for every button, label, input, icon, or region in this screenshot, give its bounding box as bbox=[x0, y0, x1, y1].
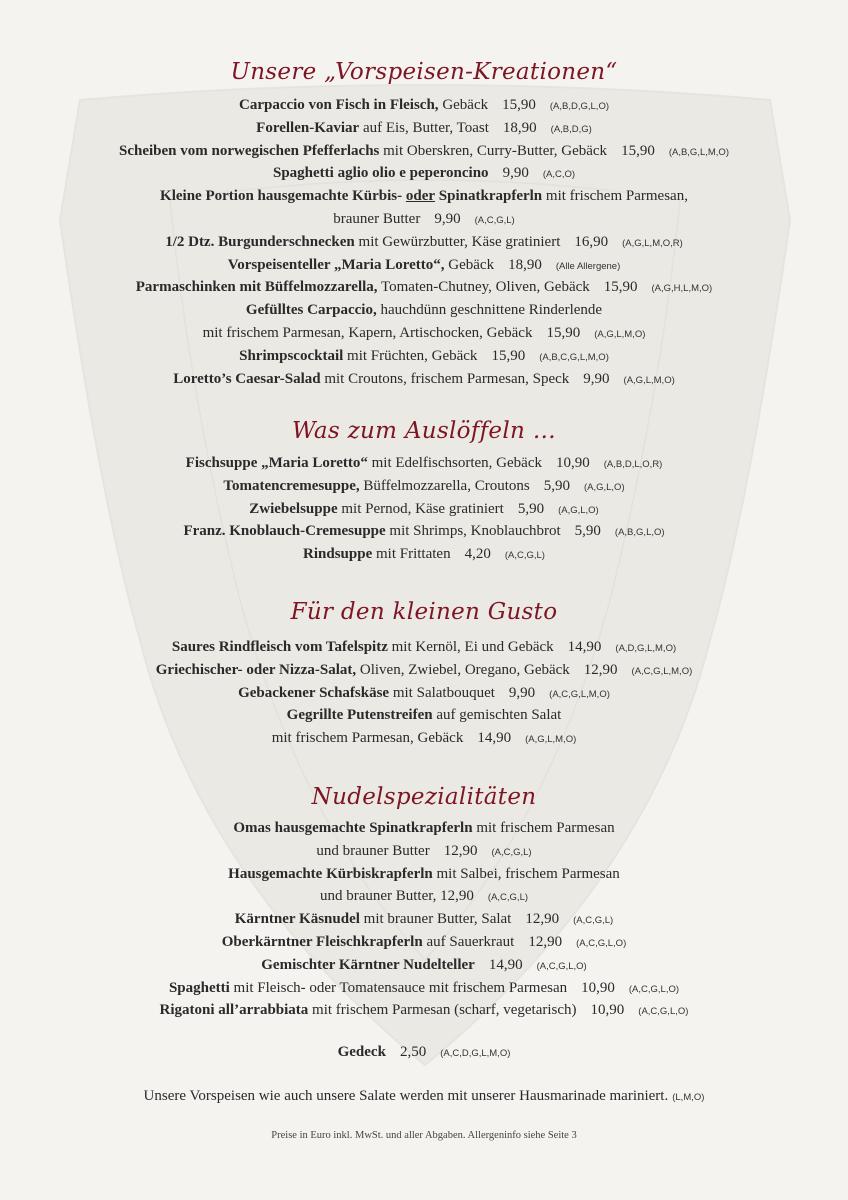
dish-price: 14,90 bbox=[567, 639, 602, 655]
cover-charge-label: Gedeck bbox=[337, 1044, 386, 1060]
dish-name: Carpaccio von Fisch in Fleisch, bbox=[238, 97, 439, 113]
allergen-codes: (A,C,G,L,M,O) bbox=[549, 688, 610, 700]
dish-name: Rindsuppe bbox=[303, 546, 373, 563]
menu-item-line bbox=[0, 186, 848, 206]
menu-item-line bbox=[0, 476, 848, 498]
section-title: Für den kleinen Gusto bbox=[290, 599, 558, 625]
dish-price: 15,90 bbox=[603, 279, 638, 296]
allergen-codes: (A,G,L,O) bbox=[558, 504, 599, 516]
allergen-codes: (A,C,G,L,O) bbox=[638, 1006, 689, 1018]
dish-name: Spaghetti aglio olio e peperoncino bbox=[272, 165, 489, 182]
marinade-note-allergens: (L,M,O) bbox=[672, 1092, 705, 1103]
dish-price: 12,90 bbox=[525, 911, 560, 928]
allergen-codes: (A,B,D,L,O,R) bbox=[603, 459, 663, 470]
dish-name: Kleine Portion hausgemachte Kürbis- bbox=[160, 188, 403, 205]
allergen-codes: (A,G,L,O) bbox=[583, 481, 625, 493]
dish-price: 9,90 bbox=[502, 165, 529, 182]
dish-price: 15,90 bbox=[621, 142, 655, 159]
dish-price: 5,90 bbox=[543, 477, 570, 494]
menu-item-line bbox=[0, 886, 848, 908]
dish-name-underlined: oder bbox=[405, 188, 436, 205]
dish-description: mit Oberskren, Curry-Butter, Gebäck bbox=[379, 142, 608, 159]
dish-name: Loretto’s Caesar-Salad bbox=[173, 370, 321, 387]
allergen-codes: (A,C,G,L,M,O) bbox=[631, 665, 693, 677]
dish-description: und brauner Butter, 12,90 bbox=[319, 888, 474, 905]
dish-name: Gefülltes Carpaccio, bbox=[245, 302, 377, 319]
allergen-codes: (Alle Allergene) bbox=[555, 260, 621, 272]
dish-price: 18,90 bbox=[502, 119, 537, 136]
dish-name: Gemischter Kärntner Nudelteller bbox=[261, 956, 475, 973]
dish-name: Franz. Knoblauch-Cremesuppe bbox=[183, 523, 386, 540]
menu-item-line bbox=[0, 141, 848, 163]
cover-charge-line bbox=[0, 1042, 848, 1064]
allergen-codes: (A,D,G,L,M,O) bbox=[615, 643, 677, 654]
dish-description: Gebäck bbox=[438, 97, 489, 113]
dish-description: und brauner Butter bbox=[316, 842, 430, 859]
menu-item-line bbox=[0, 841, 848, 863]
dish-name: Scheiben vom norwegischen Pfefferlachs bbox=[119, 142, 380, 159]
menu-item-line bbox=[0, 705, 848, 725]
menu-item-line bbox=[0, 499, 848, 521]
allergen-codes: (A,C,G,L) bbox=[491, 846, 532, 858]
dish-price: 12,90 bbox=[528, 934, 563, 950]
dish-description: mit Salatbouquet bbox=[389, 684, 495, 701]
dish-name: Oberkärntner Fleischkrapferln bbox=[221, 934, 423, 950]
dish-description: mit frischem Parmesan, Gebäck bbox=[271, 730, 464, 747]
dish-price: 16,90 bbox=[574, 233, 609, 250]
menu-item-line bbox=[0, 453, 848, 475]
dish-price: 10,90 bbox=[590, 1002, 625, 1019]
menu-item-line bbox=[0, 978, 848, 1000]
dish-name: 1/2 Dtz. Burgunderschnecken bbox=[165, 233, 355, 250]
dish-name-continued: Spinatkrapferln bbox=[438, 188, 543, 205]
allergen-codes: (A,G,L,M,O) bbox=[594, 329, 646, 340]
section-title: Nudelspezialitäten bbox=[311, 784, 537, 810]
allergen-codes: (A,G,H,L,M,O) bbox=[651, 283, 713, 295]
dish-description: mit Edelfischsorten, Gebäck bbox=[367, 455, 542, 471]
dish-price: 18,90 bbox=[508, 256, 542, 273]
dish-price: 12,90 bbox=[583, 661, 618, 678]
menu-item-line bbox=[0, 209, 848, 231]
menu-item-line bbox=[0, 955, 848, 977]
menu-item-line bbox=[0, 163, 848, 185]
dish-description: mit Pernod, Käse gratiniert bbox=[337, 500, 504, 517]
dish-price: 15,90 bbox=[491, 347, 526, 364]
dish-description: Gebäck bbox=[444, 256, 495, 273]
dish-name: Parmaschinken mit Büffelmozzarella, bbox=[135, 279, 378, 296]
cover-charge-price: 2,50 bbox=[399, 1044, 427, 1060]
dish-price: 10,90 bbox=[556, 455, 590, 471]
dish-name: Fischsuppe „Maria Loretto“ bbox=[185, 455, 368, 471]
dish-name: Forellen-Kaviar bbox=[256, 119, 360, 136]
dish-description: mit frischem Parmesan, bbox=[542, 188, 688, 205]
cover-charge-allergens: (A,C,D,G,L,M,O) bbox=[440, 1048, 511, 1059]
allergen-codes: (A,B,C,G,L,M,O) bbox=[539, 351, 609, 363]
dish-description: mit frischem Parmesan, Kapern, Artischocken, Gebäck bbox=[202, 325, 533, 341]
allergen-codes: (A,C,G,L,O) bbox=[576, 938, 627, 949]
dish-name: Griechischer- oder Nizza-Salat, bbox=[155, 661, 357, 678]
allergen-codes: (A,G,L,M,O) bbox=[623, 374, 675, 386]
dish-description: mit Gewürzbutter, Käse gratiniert bbox=[354, 233, 561, 250]
allergen-codes: (A,C,G,L) bbox=[573, 915, 614, 927]
dish-description: auf gemischten Salat bbox=[432, 707, 562, 724]
dish-name: Vorspeisenteller „Maria Loretto“, bbox=[227, 256, 445, 273]
dish-name: Zwiebelsuppe bbox=[249, 500, 338, 517]
dish-description: Büffelmozzarella, Croutons bbox=[359, 477, 530, 494]
allergen-codes: (A,C,G,L,O) bbox=[628, 983, 680, 995]
menu-item-line bbox=[0, 521, 848, 543]
menu-item-line bbox=[0, 232, 848, 254]
dish-price: 14,90 bbox=[488, 956, 523, 973]
dish-name: Spaghetti bbox=[168, 979, 230, 996]
menu-item-line bbox=[0, 300, 848, 320]
allergen-codes: (A,G,L,M,O) bbox=[525, 734, 577, 746]
dish-name: Rigatoni all’arrabbiata bbox=[159, 1002, 309, 1019]
dish-description: mit Shrimps, Knoblauchbrot bbox=[385, 523, 561, 540]
dish-price: 10,90 bbox=[581, 979, 615, 996]
dish-description: mit frischem Parmesan bbox=[472, 820, 615, 836]
dish-price: 4,20 bbox=[464, 546, 491, 563]
menu-item-line bbox=[0, 95, 848, 117]
menu-item-line bbox=[0, 369, 848, 391]
price-footer-note: Preise in Euro inkl. MwSt. und aller Abgaben. Allergeninfo siehe Seite 3 bbox=[271, 1130, 577, 1141]
dish-description: mit Croutons, frischem Parmesan, Speck bbox=[320, 370, 570, 387]
dish-description: mit frischem Parmesan (scharf, vegetarisch) bbox=[308, 1002, 577, 1019]
dish-price: 9,90 bbox=[434, 211, 461, 227]
dish-description: hauchdünn geschnittene Rinderlende bbox=[376, 302, 603, 319]
menu-item-line bbox=[0, 932, 848, 954]
allergen-codes: (A,C,G,L) bbox=[487, 892, 529, 904]
dish-description: mit Salbei, frischem Parmesan bbox=[432, 865, 620, 882]
dish-price: 14,90 bbox=[477, 730, 512, 747]
dish-name: Omas hausgemachte Spinatkrapferln bbox=[233, 820, 473, 836]
dish-description: mit Kernöl, Ei und Gebäck bbox=[387, 639, 554, 655]
dish-name: Kärntner Käsnudel bbox=[234, 911, 360, 928]
menu-item-line bbox=[0, 909, 848, 931]
dish-price: 15,90 bbox=[502, 97, 536, 113]
dish-description: brauner Butter bbox=[333, 211, 421, 227]
menu-item-line bbox=[0, 1000, 848, 1022]
allergen-codes: (A,B,D,G) bbox=[550, 123, 592, 135]
dish-price: 9,90 bbox=[508, 684, 536, 701]
dish-price: 5,90 bbox=[574, 523, 601, 540]
dish-description: Tomaten-Chutney, Oliven, Gebäck bbox=[377, 279, 590, 296]
menu-item-line bbox=[0, 323, 848, 345]
dish-description: auf Sauerkraut bbox=[422, 934, 515, 950]
menu-item-line bbox=[0, 660, 848, 682]
menu-item-line bbox=[0, 728, 848, 750]
dish-name: Tomatencremesuppe, bbox=[223, 477, 360, 494]
dish-name: Hausgemachte Kürbiskrapferln bbox=[228, 865, 433, 882]
dish-description: mit Früchten, Gebäck bbox=[343, 347, 478, 364]
menu-item-line bbox=[0, 544, 848, 566]
dish-description: auf Eis, Butter, Toast bbox=[359, 119, 489, 136]
dish-price: 12,90 bbox=[443, 842, 478, 859]
menu-item-line bbox=[0, 277, 848, 299]
dish-name: Saures Rindfleisch vom Tafelspitz bbox=[171, 639, 388, 655]
dish-price: 5,90 bbox=[517, 500, 545, 517]
menu-item-line bbox=[0, 818, 848, 838]
dish-description: mit Fleisch- oder Tomatensauce mit frischem Parmesan bbox=[229, 979, 568, 996]
marinade-note-text: Unsere Vorspeisen wie auch unsere Salate werden mit unserer Hausmarinade mariniert. bbox=[143, 1088, 669, 1104]
allergen-codes: (A,B,G,L,O) bbox=[614, 527, 665, 539]
allergen-codes: (A,B,D,G,L,O) bbox=[549, 101, 609, 112]
allergen-codes: (A,G,L,M,O,R) bbox=[622, 237, 683, 249]
menu-item-line bbox=[0, 255, 848, 277]
menu-item-line bbox=[0, 637, 848, 659]
dish-description: mit Frittaten bbox=[372, 546, 451, 563]
menu-item-line bbox=[0, 346, 848, 368]
dish-name: Gegrillte Putenstreifen bbox=[286, 707, 433, 724]
allergen-codes: (A,C,O) bbox=[542, 169, 576, 181]
allergen-codes: (A,C,G,L) bbox=[474, 215, 515, 226]
dish-description: Oliven, Zwiebel, Oregano, Gebäck bbox=[356, 661, 570, 678]
menu-item-line bbox=[0, 118, 848, 140]
allergen-codes: (A,C,G,L,O) bbox=[536, 960, 587, 972]
marinade-note bbox=[0, 1086, 848, 1108]
dish-description: mit brauner Butter, Salat bbox=[359, 911, 512, 928]
allergen-codes: (A,C,G,L) bbox=[504, 550, 545, 562]
dish-price: 9,90 bbox=[583, 370, 610, 387]
menu-item-line bbox=[0, 864, 848, 884]
section-title: Was zum Auslöffeln … bbox=[291, 418, 557, 444]
section-title: Unsere „Vorspeisen-Kreationen“ bbox=[230, 59, 618, 85]
dish-name: Shrimpscocktail bbox=[239, 347, 344, 364]
menu-item-line bbox=[0, 683, 848, 705]
dish-name: Gebackener Schafskäse bbox=[238, 684, 390, 701]
dish-price: 15,90 bbox=[546, 325, 581, 341]
allergen-codes: (A,B,G,L,M,O) bbox=[668, 146, 729, 158]
